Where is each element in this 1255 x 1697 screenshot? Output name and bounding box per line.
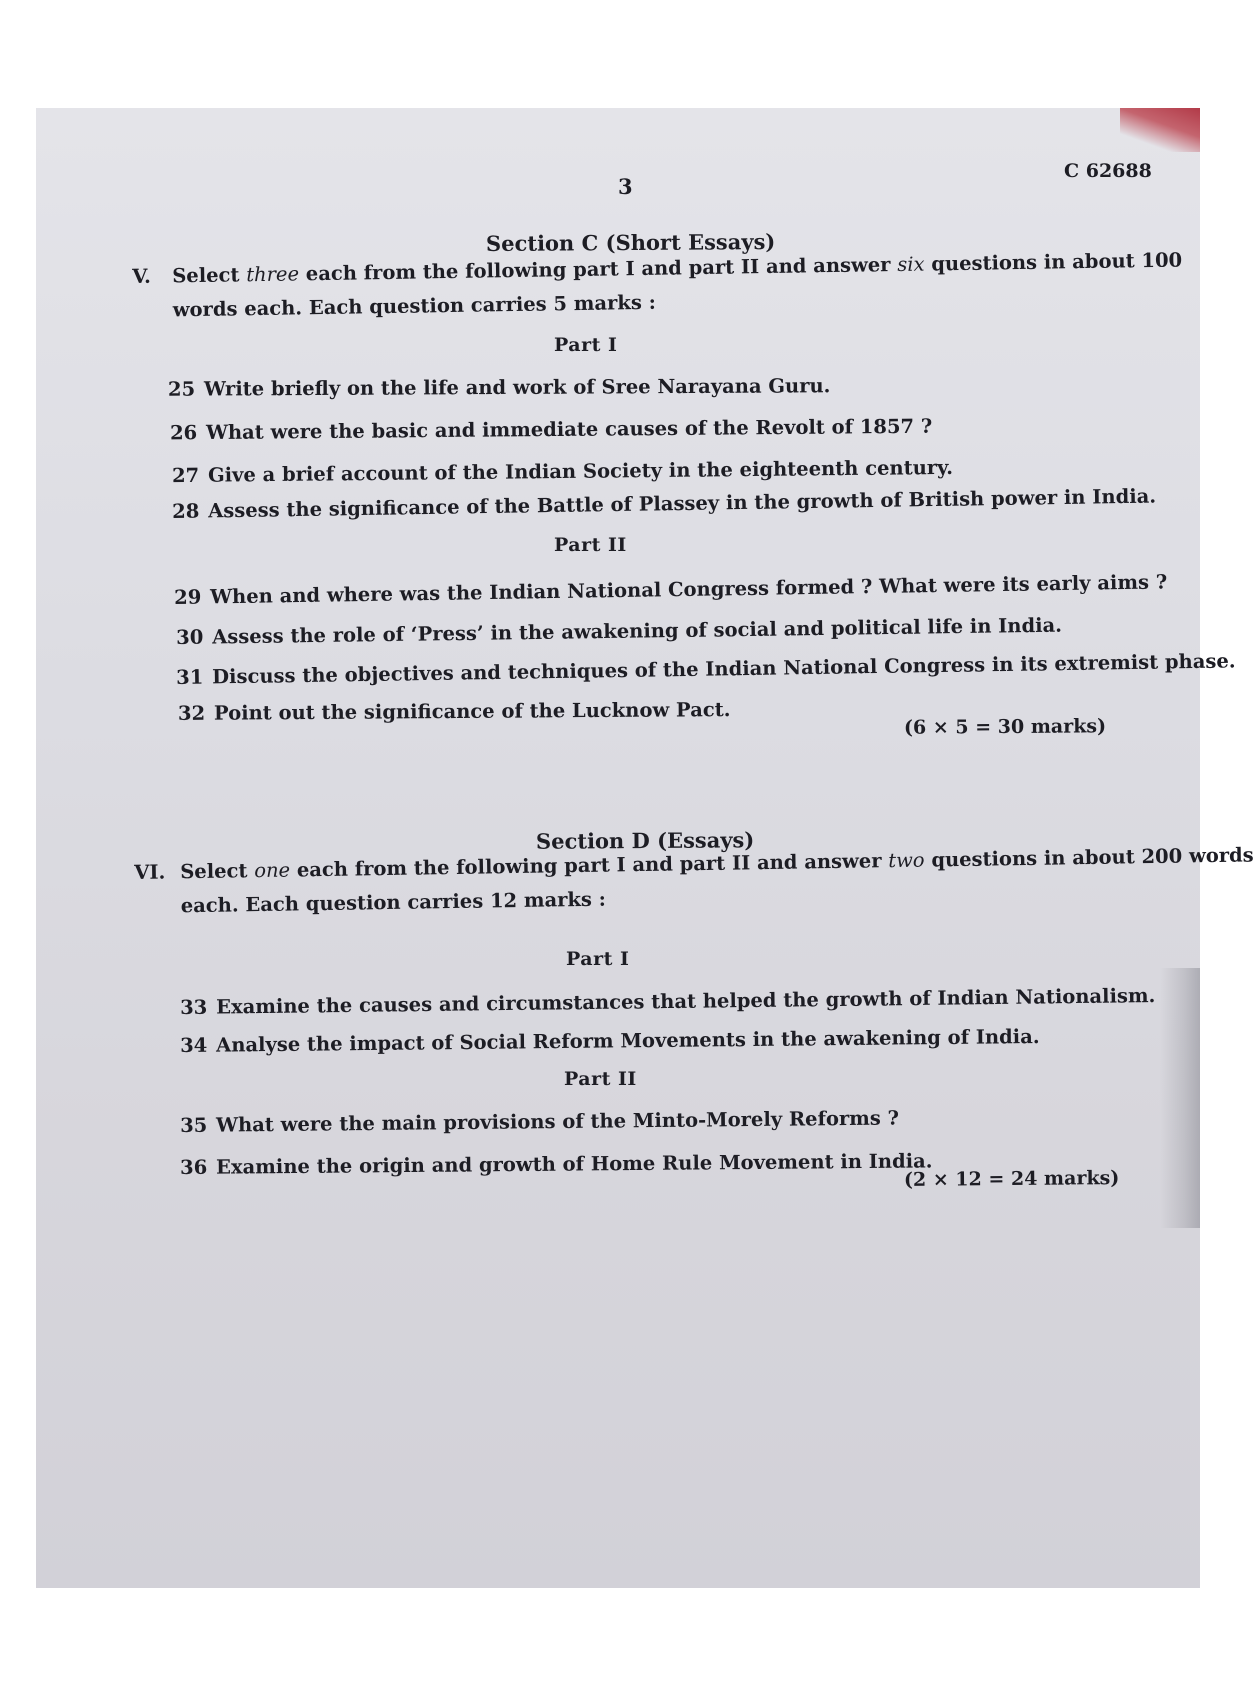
question-28 [172,485,1156,523]
background-fabric [1120,108,1200,152]
page-number: 3 [618,174,633,199]
instruction-text: Select [180,859,255,884]
question-text: Give a brief account of the Indian Society in the eighteenth century. [207,455,954,487]
question-number: 32 [177,701,206,725]
instruction-text: questions in about 100 [924,248,1183,276]
section-c-instruction [132,244,1183,328]
question-31 [176,649,1236,689]
instruction-emphasis: two [888,848,925,873]
paper-code: C 62688 [1064,160,1152,182]
question-30 [176,614,1062,649]
question-27 [172,456,953,487]
section-d-marks: (2 × 12 = 24 marks) [903,1167,1120,1191]
question-number: 36 [180,1155,208,1179]
question-text: Assess the significance of the Battle of Plassey in the growth of British power in India. [207,484,1157,523]
section-d-part2-title: Part II [564,1068,637,1090]
section-d-roman: VI. [134,860,166,884]
instruction-text: each from the following part I and part II and answer [298,252,898,286]
section-d-instruction [134,838,1254,924]
section-d-part1-title: Part I [566,948,630,970]
question-number: 34 [180,1033,208,1057]
question-number: 29 [174,585,202,609]
question-text: When and where was the Indian National Congress formed ? What were its early aims ? [209,570,1168,609]
question-text: What were the main provisions of the Minto-Morely Reforms ? [215,1106,900,1137]
question-number: 25 [167,377,196,401]
section-c-part1-title: Part I [554,334,618,356]
question-35 [180,1106,899,1137]
paper-fold-shadow [1160,968,1200,1228]
instruction-emphasis: six [897,252,925,276]
instruction-text: each from the following part I and part II and answer [289,849,889,882]
question-text: What were the basic and immediate causes of the Revolt of 1857 ? [205,414,933,445]
question-26 [170,415,932,445]
question-text: Examine the origin and growth of Home Rule Movement in India. [215,1149,933,1179]
question-number: 26 [169,421,198,445]
section-c-roman: V. [132,264,151,288]
question-text: Examine the causes and circumstances that helped the growth of Indian Nationalism. [215,984,1156,1019]
section-c-marks: (6 × 5 = 30 marks) [903,715,1107,739]
exam-page [36,108,1254,1588]
question-number: 31 [176,665,204,689]
question-33 [180,984,1155,1019]
question-34 [180,1025,1040,1057]
question-29 [174,570,1167,609]
question-text: Discuss the objectives and techniques of the Indian National Congress in its extremist phase. [211,649,1236,689]
question-text: Point out the significance of the Lucknow Pact. [213,698,731,725]
question-36 [180,1149,933,1179]
question-number: 28 [172,499,200,523]
question-text: Assess the role of ‘Press’ in the awakening of social and political life in India. [211,613,1063,649]
instruction-text: questions in about 200 words [924,843,1254,872]
question-text: Analyse the impact of Social Reform Movements in the awakening of India. [215,1024,1040,1057]
question-number: 27 [171,463,200,488]
instruction-text: Select [172,263,247,288]
instruction-emphasis: three [246,262,300,287]
instruction-line-2: each. Each question carries 12 marks : [180,887,607,918]
question-number: 30 [176,625,204,649]
question-32 [178,698,731,725]
section-d-title: Section D (Essays) [535,827,755,854]
instruction-emphasis: one [254,858,291,883]
section-c-part2-title: Part II [554,534,627,556]
question-number: 35 [180,1113,208,1137]
instruction-line-2: words each. Each question carries 5 marks : [172,290,656,322]
section-c-title: Section C (Short Essays) [485,228,776,257]
question-text: Write briefly on the life and work of Sree Narayana Guru. [203,374,831,401]
question-number: 33 [180,995,208,1019]
question-25 [168,374,831,400]
